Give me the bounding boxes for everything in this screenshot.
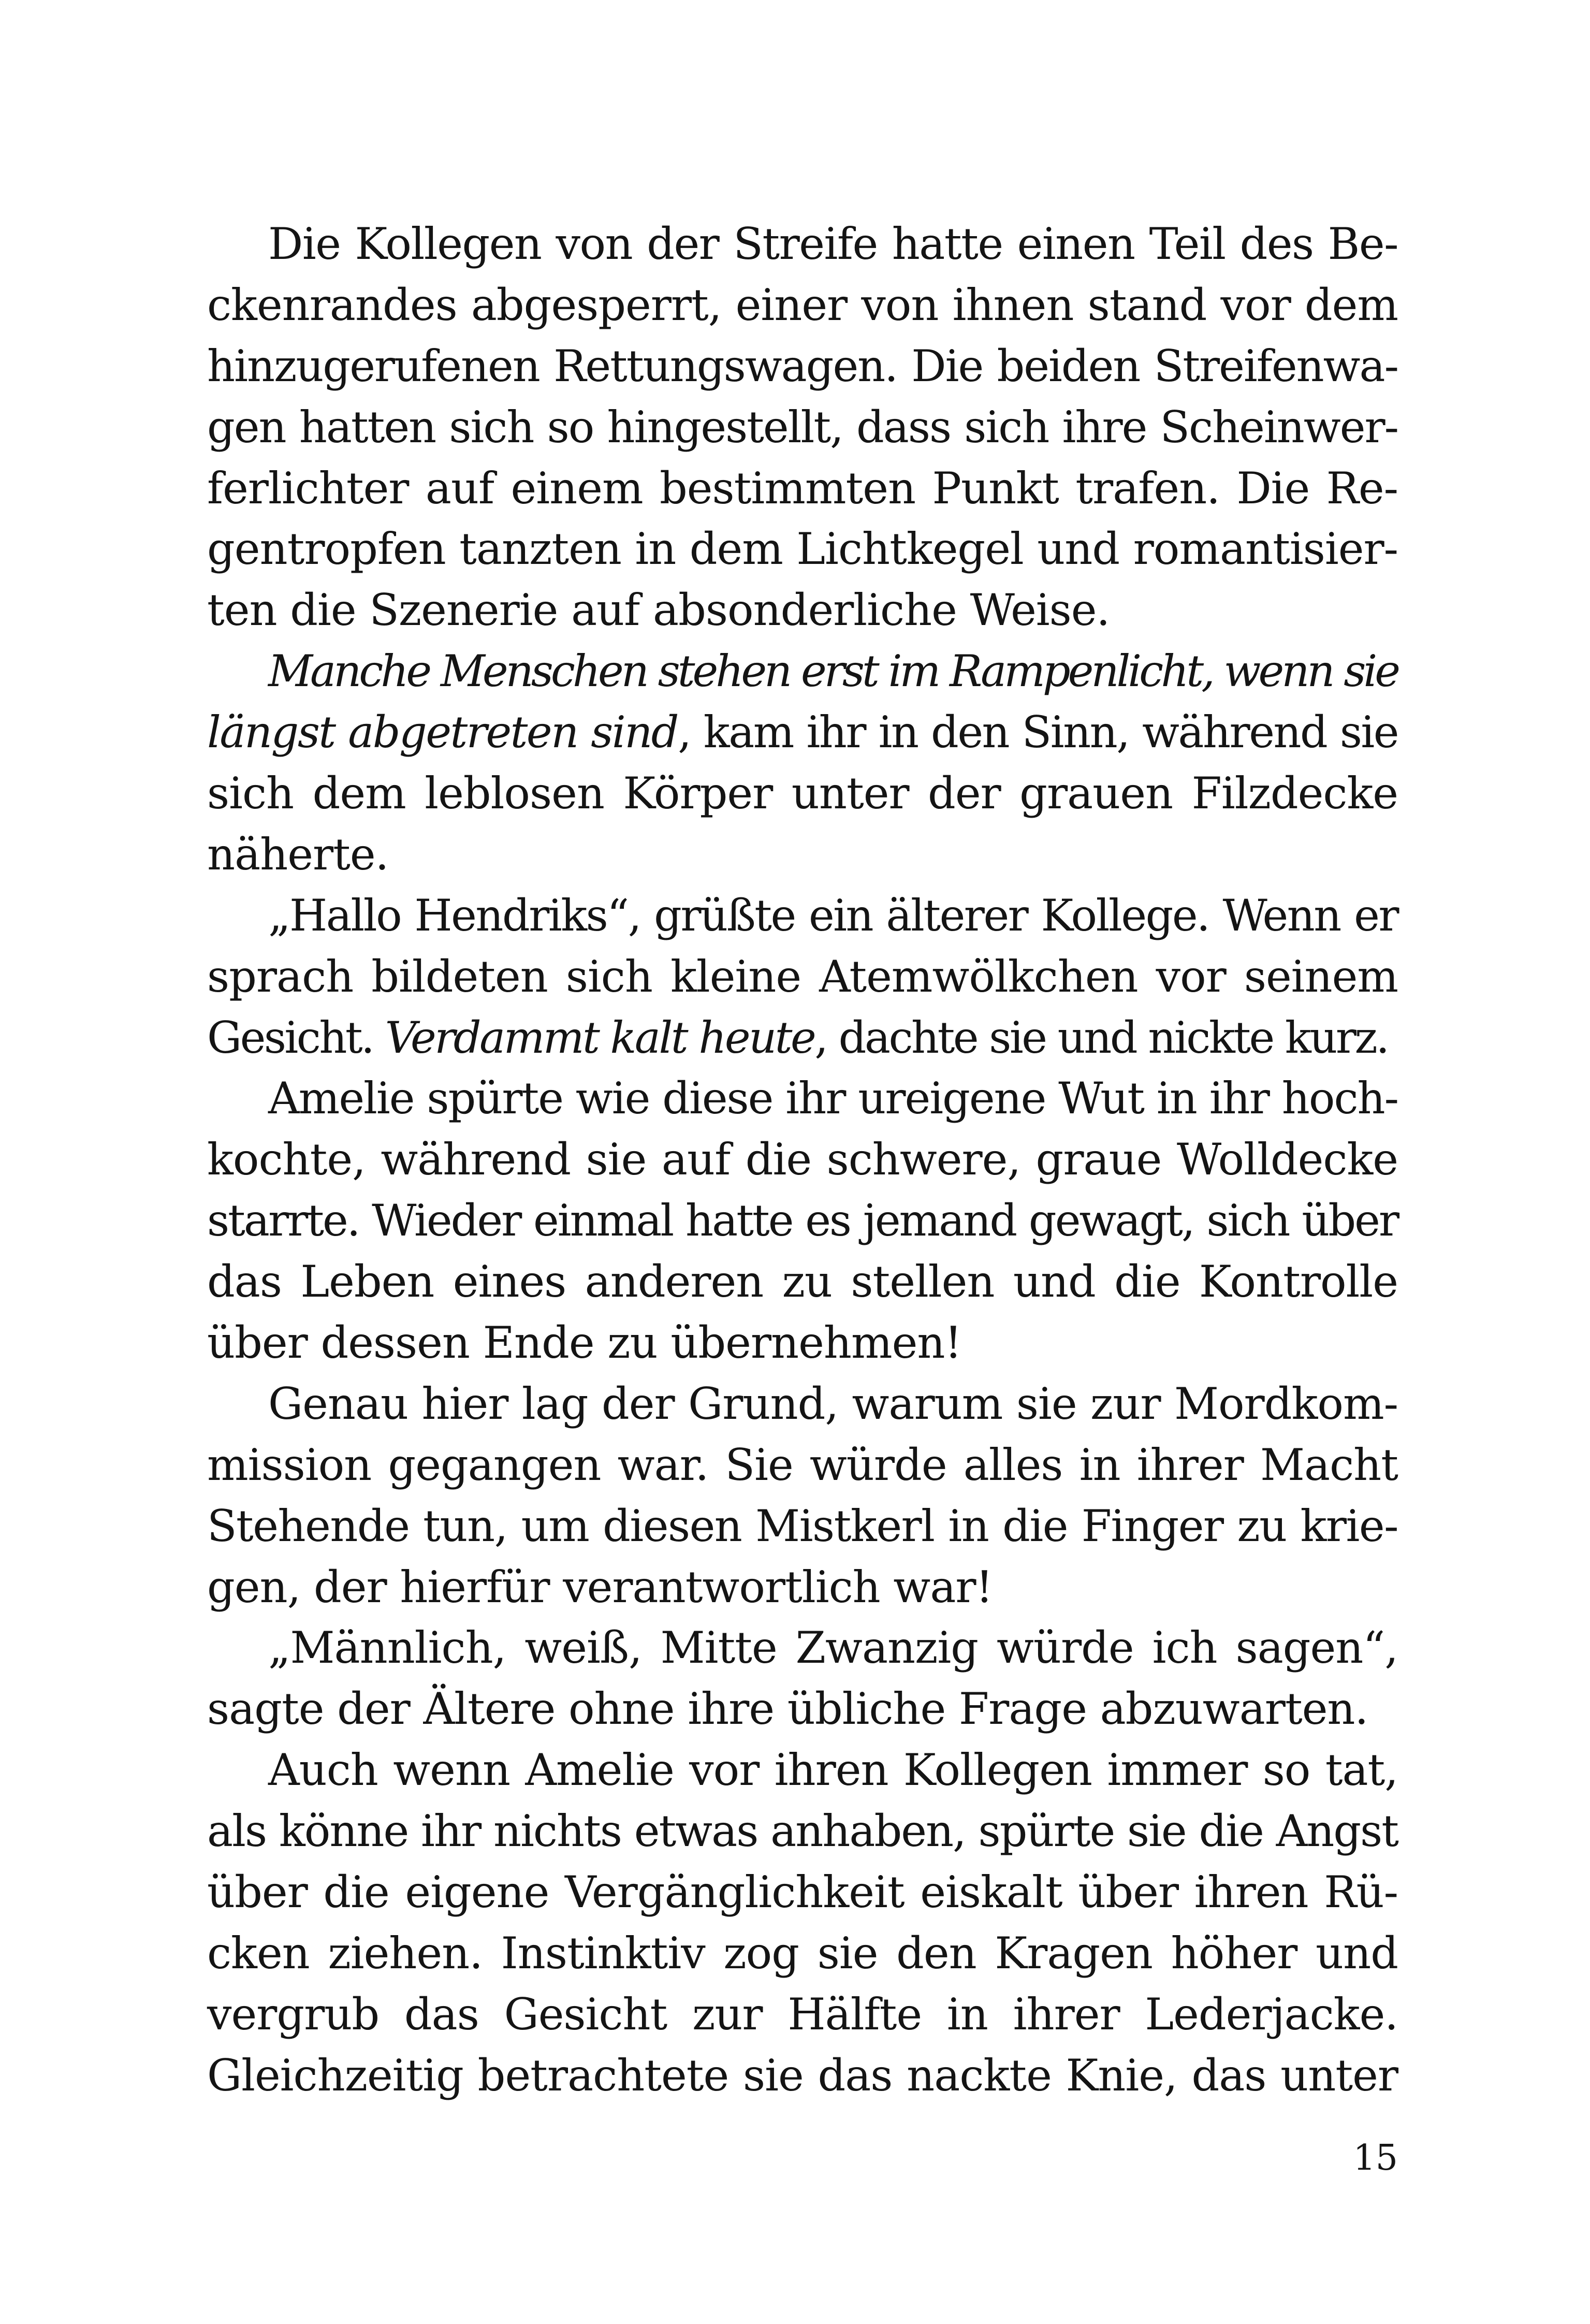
text-line: über die eigene Vergänglichkeit eiskalt über ihren Rü- [207,1867,1398,1918]
text-line: ferlichter auf einem bestimmten Punkt trafen. Die Re- [207,462,1398,514]
text-line: mission gegangen war. Sie würde alles in ihrer Macht [207,1439,1398,1490]
text-line [207,1008,1398,1069]
text-run: , kam ihr in den Sinn, während sie [678,707,1398,758]
italic-text: längst abgetreten sind [207,707,678,758]
text-line: Amelie spürte wie diese ihr ureigene Wut in ihr hoch- [268,1073,1398,1124]
text-line: hinzugerufenen Rettungswagen. Die beiden Streifenwa- [207,340,1398,391]
text-line: gen hatten sich so hingestellt, dass sich ihre Scheinwer- [207,401,1398,453]
text-run: , dachte sie und nickte kurz. [814,1012,1388,1063]
text-line: näherte. [207,829,389,880]
italic-text: Verdammt kalt heute [385,1012,815,1063]
text-line: gentropfen tanzten in dem Lichtkegel und romantisier- [207,524,1398,575]
text-line: „Männlich, weiß, Mitte Zwanzig würde ich sagen“, [268,1622,1398,1674]
text-line: Stehende tun, um diesen Mistkerl in die Finger zu krie- [207,1500,1398,1551]
text-line: starrte. Wieder einmal hatte es jemand gewagt, sich über [207,1195,1398,1246]
text-line: ten die Szenerie auf absonderliche Weise. [207,585,1110,636]
text-line: vergrub das Gesicht zur Hälfte in ihrer Lederjacke. [207,1988,1398,2040]
text-line: das Leben eines anderen zu stellen und die Kontrolle [207,1256,1398,1308]
text-line: als könne ihr nichts etwas anhaben, spürte sie die Angst [207,1806,1398,1857]
text-line: cken ziehen. Instinktiv zog sie den Kragen höher und [207,1927,1398,1979]
page-number: 15 [1353,2138,1398,2178]
text-line: ckenrandes abgesperrt, einer von ihnen stand vor dem [207,279,1398,330]
text-line: Auch wenn Amelie vor ihren Kollegen immer so tat, [268,1745,1398,1796]
text-line: sich dem leblosen Körper unter der grauen Filzdecke [207,768,1398,819]
text-line: „Hallo Hendriks“, grüßte ein älterer Kollege. Wenn er [268,890,1398,941]
text-line: gen, der hierfür verantwortlich war! [207,1561,993,1613]
text-line: Die Kollegen von der Streife hatte einen Teil des Be- [268,219,1398,269]
italic-text: Manche Menschen stehen erst im Rampenlicht, wenn sie [268,646,1398,697]
text-line [207,641,1398,702]
text-line: Genau hier lag der Grund, warum sie zur Mordkom- [268,1378,1398,1429]
text-line [207,702,1398,763]
text-line: über dessen Ende zu übernehmen! [207,1317,962,1369]
text-line: sprach bildeten sich kleine Atemwölkchen vor seinem [207,951,1398,1002]
text-line: sagte der Ältere ohne ihre übliche Frage abzuwarten. [207,1683,1368,1735]
text-line: kochte, während sie auf die schwere, graue Wolldecke [207,1134,1398,1185]
text-run: Gesicht. [207,1012,385,1063]
body-text [207,214,1398,2107]
text-line: Gleichzeitig betrachtete sie das nackte Knie, das unter [207,2050,1398,2101]
